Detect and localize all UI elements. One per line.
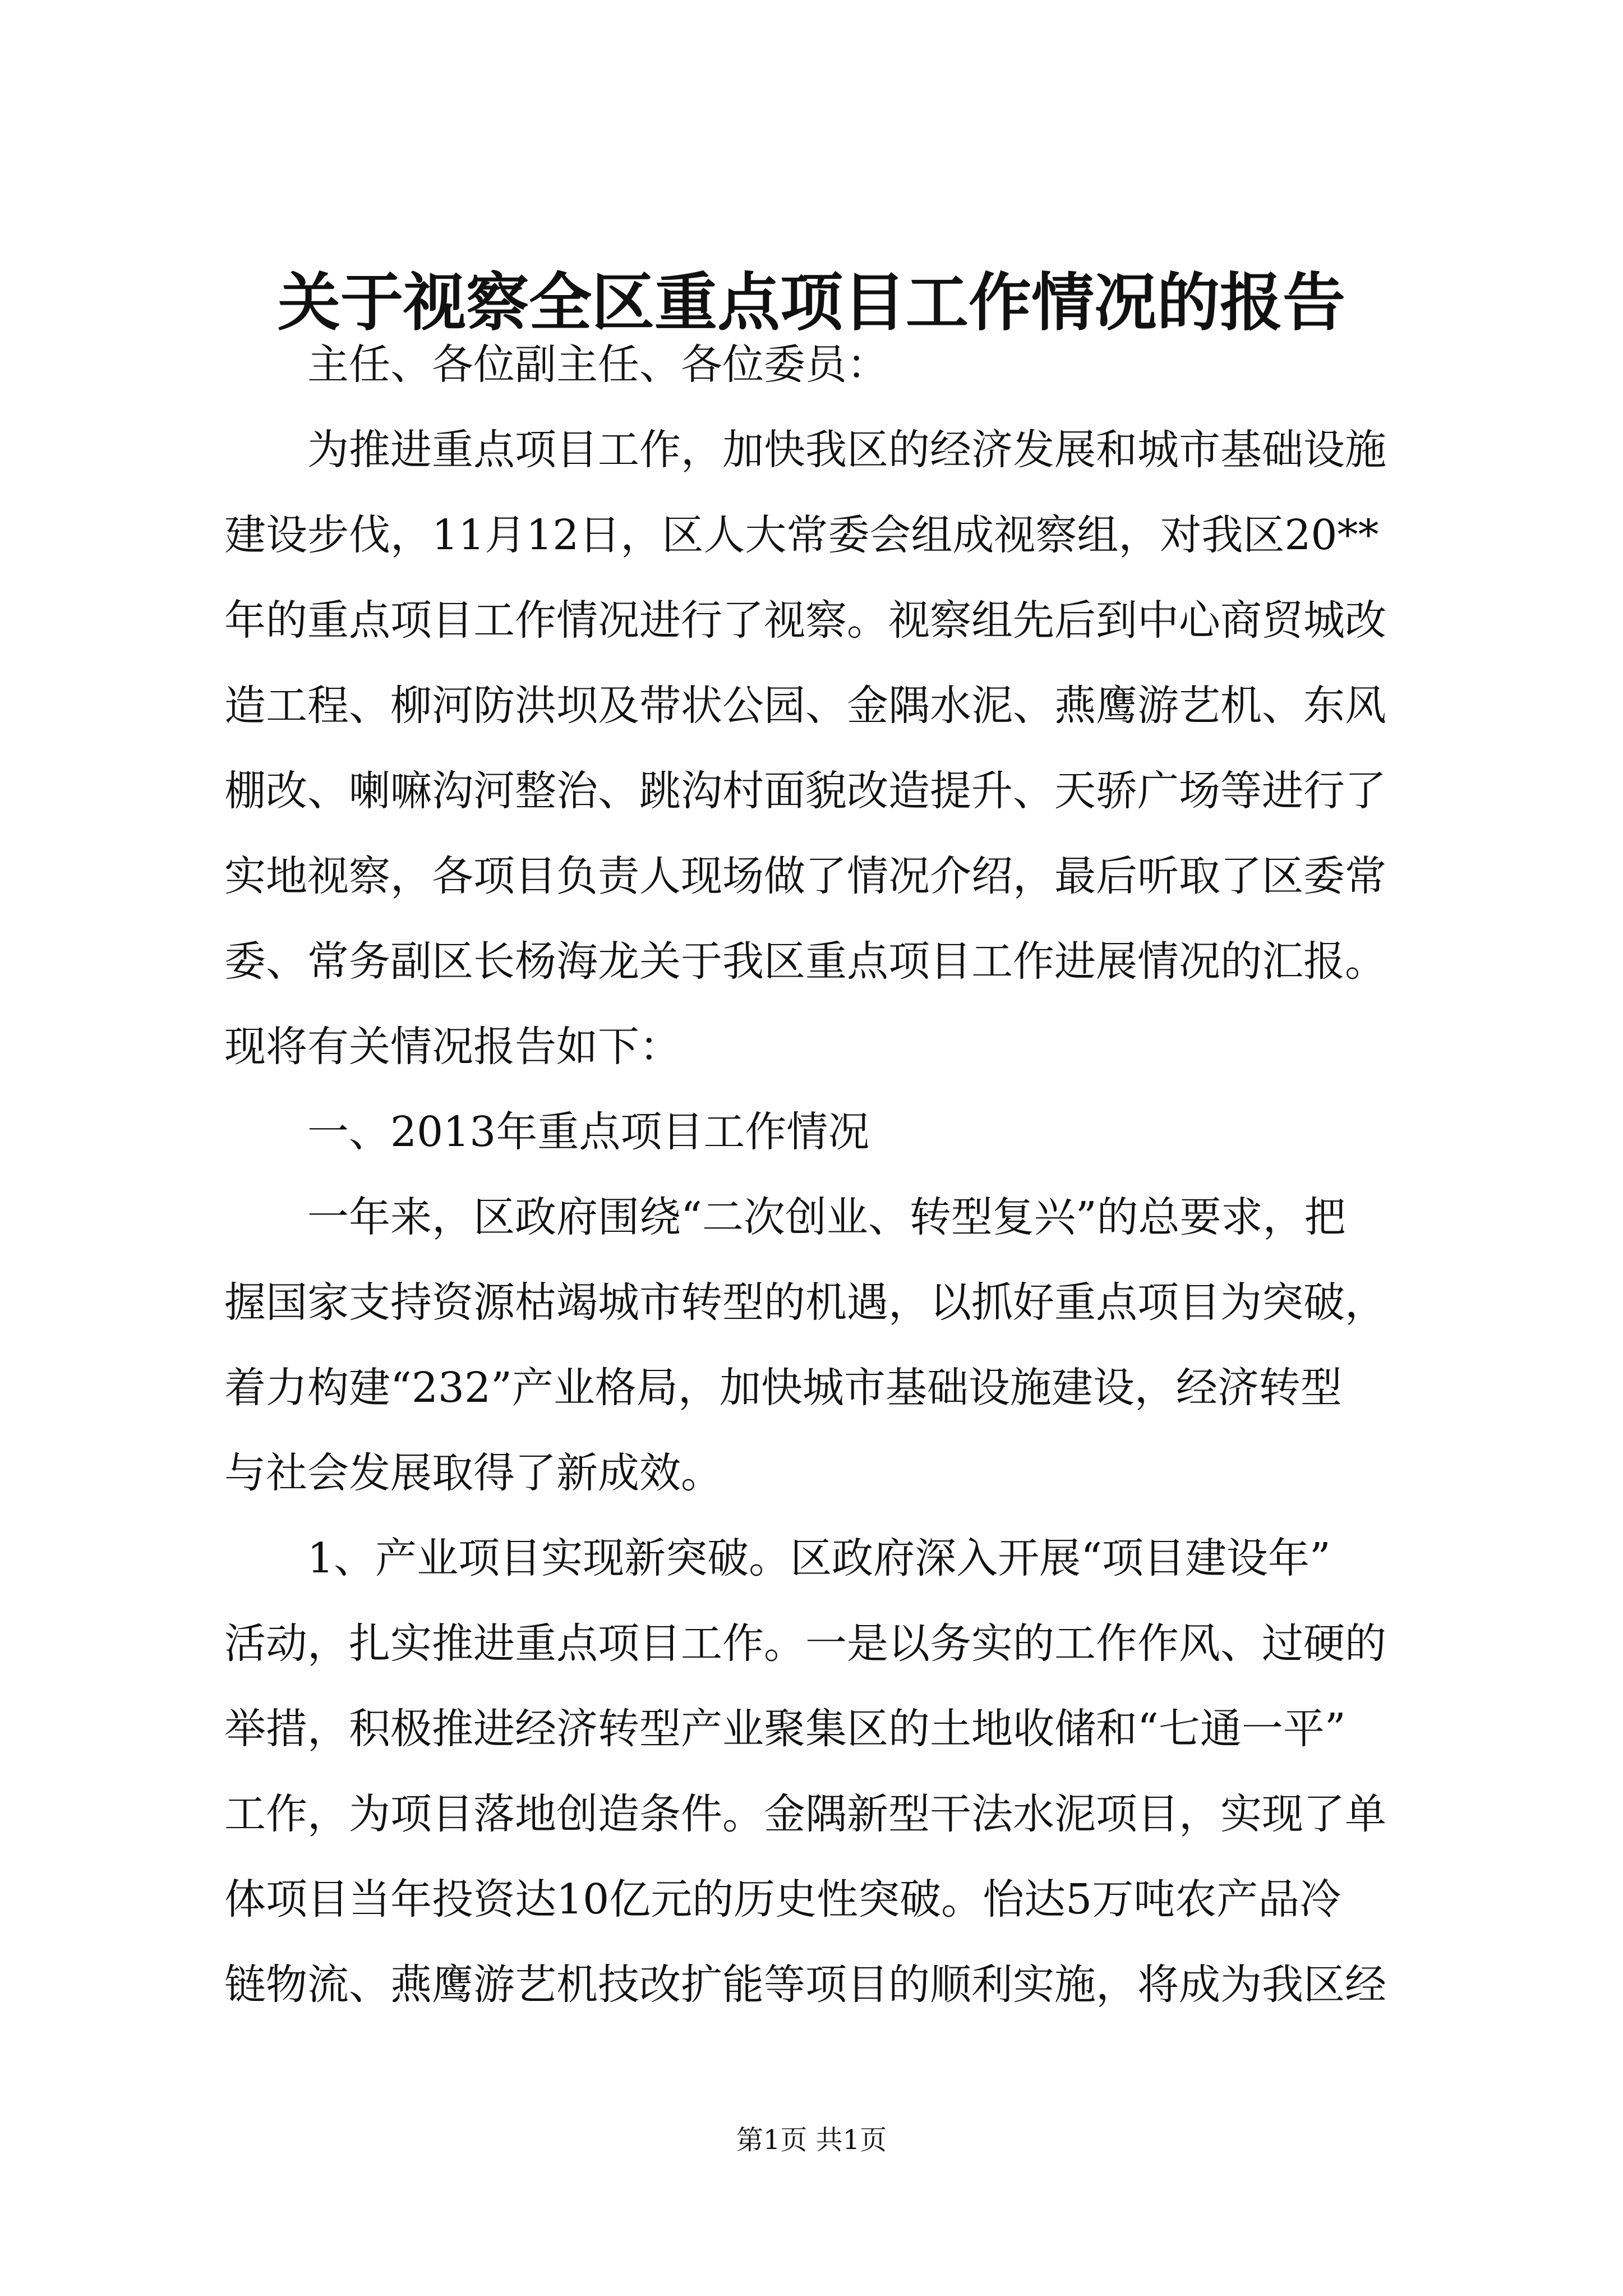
page-number-footer: 第1页 共1页 bbox=[736, 2124, 887, 2156]
body-line: 握国家支持资源枯竭城市转型的机遇，以抓好重点项目为突破， bbox=[224, 1278, 1386, 1327]
body-line: 为推进重点项目工作，加快我区的经济发展和城市基础设施 bbox=[307, 426, 1386, 474]
body-line: 实地视察，各项目负责人现场做了情况介绍，最后听取了区委常 bbox=[224, 852, 1386, 900]
section-heading: 一、2013年重点项目工作情况 bbox=[307, 1108, 870, 1156]
body-line: 一年来，区政府围绕“二次创业、转型复兴”的总要求，把 bbox=[307, 1193, 1346, 1241]
body-line: 链物流、燕鹰游艺机技改扩能等项目的顺利实施，将成为我区经 bbox=[224, 1961, 1386, 2009]
body-line: 建设步伐，11月12日，区人大常委会组成视察组，对我区20** bbox=[224, 511, 1379, 559]
body-line: 年的重点项目工作情况进行了视察。视察组先后到中心商贸城改 bbox=[224, 596, 1386, 645]
salutation-line: 主任、各位副主任、各位委员： bbox=[307, 341, 888, 389]
body-line: 活动，扎实推进重点项目工作。一是以务实的工作作风、过硬的 bbox=[224, 1619, 1386, 1668]
body-line: 造工程、柳河防洪坝及带状公园、金隅水泥、燕鹰游艺机、东风 bbox=[224, 682, 1386, 730]
body-line: 着力构建“232”产业格局，加快城市基础设施建设，经济转型 bbox=[224, 1364, 1342, 1412]
body-line: 现将有关情况报告如下： bbox=[224, 1023, 681, 1071]
body-line: 体项目当年投资达10亿元的历史性突破。怡达5万吨农产品冷 bbox=[224, 1875, 1341, 1924]
body-line: 委、常务副区长杨海龙关于我区重点项目工作进展情况的汇报。 bbox=[224, 937, 1386, 986]
body-line: 与社会发展取得了新成效。 bbox=[224, 1449, 722, 1497]
document-title: 关于视察全区重点项目工作情况的报告 bbox=[278, 266, 1345, 339]
body-line: 举措，积极推进经济转型产业聚集区的土地收储和“七通一平” bbox=[224, 1705, 1346, 1753]
body-line: 棚改、喇嘛沟河整治、跳沟村面貌改造提升、天骄广场等进行了 bbox=[224, 767, 1386, 815]
body-line: 工作，为项目落地创造条件。金隅新型干法水泥项目，实现了单 bbox=[224, 1790, 1386, 1838]
body-line: 1、产业项目实现新突破。区政府深入开展“项目建设年” bbox=[307, 1534, 1331, 1582]
